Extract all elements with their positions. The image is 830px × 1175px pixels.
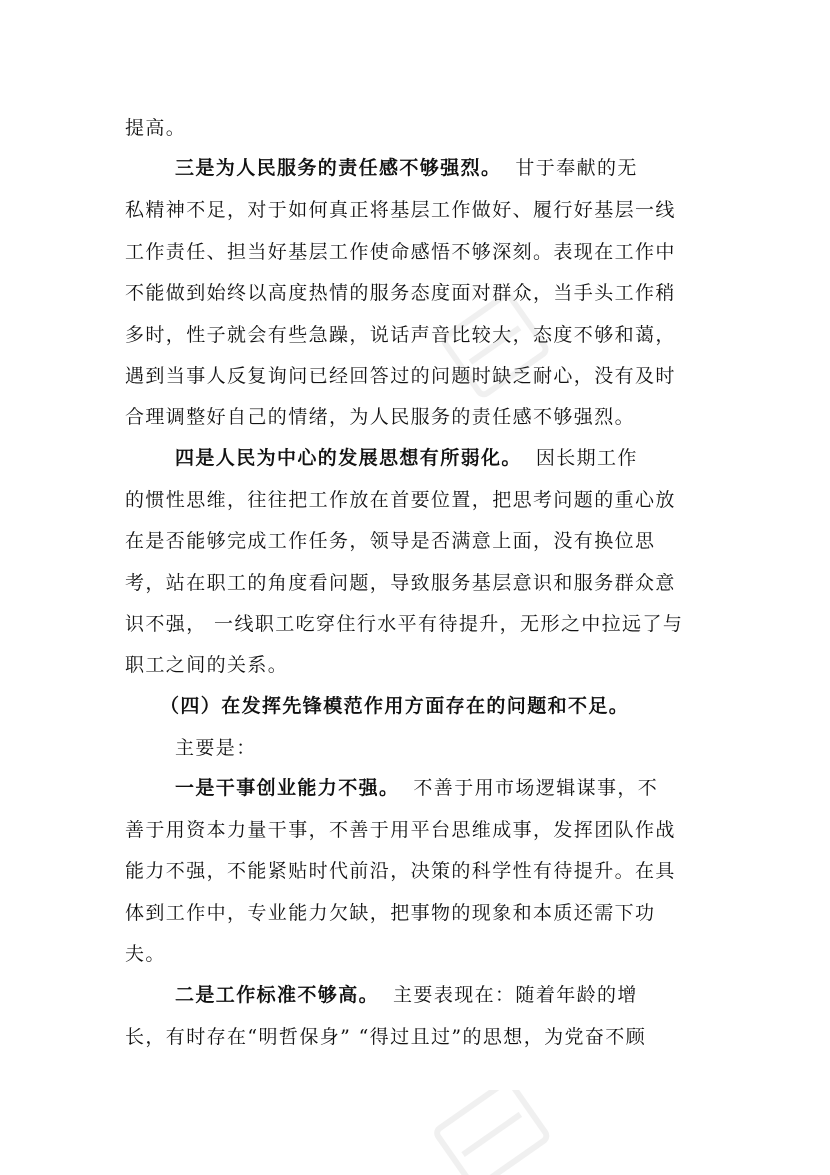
paragraph-line: 主要是： xyxy=(175,737,257,759)
paragraph-heading: 四是人民为中心的发展思想有所弱化。 xyxy=(175,447,522,469)
paragraph-heading: 一是干事创业能力不强。 xyxy=(175,777,400,799)
paragraph-line xyxy=(175,975,775,1015)
paragraph-line: 识不强， 一线职工吃穿住行水平有待提升，无形之中拉远了与 xyxy=(125,613,684,635)
paragraph-line: 善于用资本力量干事，不善于用平台思维成事，发挥团队作战 xyxy=(125,819,676,841)
paragraph-line: 夫。 xyxy=(125,943,166,965)
paragraph-line xyxy=(125,108,725,148)
text: 不善于用市场逻辑谋事，不 xyxy=(413,777,659,799)
text: 因长期工作 xyxy=(535,447,638,469)
text: 主要表现在：随着年龄的增 xyxy=(393,984,638,1006)
section-title: （四）在发挥先锋模范作用方面存在的问题和不足。 xyxy=(160,695,630,717)
paragraph-line: 的惯性思维，往往把工作放在首要位置，把思考问题的重心放 xyxy=(125,489,676,511)
paragraph-line: 遇到当事人反复询问已经回答过的问题时缺乏耐心，没有及时 xyxy=(125,365,676,387)
watermark-icon xyxy=(430,1090,550,1175)
paragraph-line: 能力不强，不能紧贴时代前沿，决策的科学性有待提升。在具 xyxy=(125,860,676,882)
text: 提高。 xyxy=(125,117,187,139)
paragraph-heading: 二是工作标准不够高。 xyxy=(175,984,380,1006)
paragraph-line: 考，站在职工的角度看问题，导致服务基层意识和服务群众意 xyxy=(125,572,676,594)
paragraph-line xyxy=(175,438,775,478)
paragraph-heading: 三是为人民服务的责任感不够强烈。 xyxy=(175,157,502,179)
paragraph-line: 私精神不足，对于如何真正将基层工作做好、履行好基层一线 xyxy=(125,199,676,221)
paragraph-line: 长，有时存在“明哲保身” “得过且过”的思想，为党奋不顾 xyxy=(125,1026,647,1048)
paragraph-line: 职工之间的关系。 xyxy=(125,654,289,676)
paragraph-line: 多时，性子就会有些急躁，说话声音比较大，态度不够和蔼， xyxy=(125,324,676,346)
paragraph-line xyxy=(175,768,775,808)
paragraph-line xyxy=(175,148,775,188)
paragraph-line: 体到工作中，专业能力欠缺，把事物的现象和本质还需下功 xyxy=(125,902,656,924)
paragraph-line: 不能做到始终以高度热情的服务态度面对群众，当手头工作稍 xyxy=(125,282,676,304)
paragraph-line: 在是否能够完成工作任务，领导是否满意上面，没有换位思 xyxy=(125,530,656,552)
paragraph-line: 工作责任、担当好基层工作使命感悟不够深刻。表现在工作中 xyxy=(125,241,676,263)
paragraph-line: 合理调整好自己的情绪，为人民服务的责任感不够强烈。 xyxy=(125,406,636,428)
text: 甘于奉献的无 xyxy=(515,157,638,179)
